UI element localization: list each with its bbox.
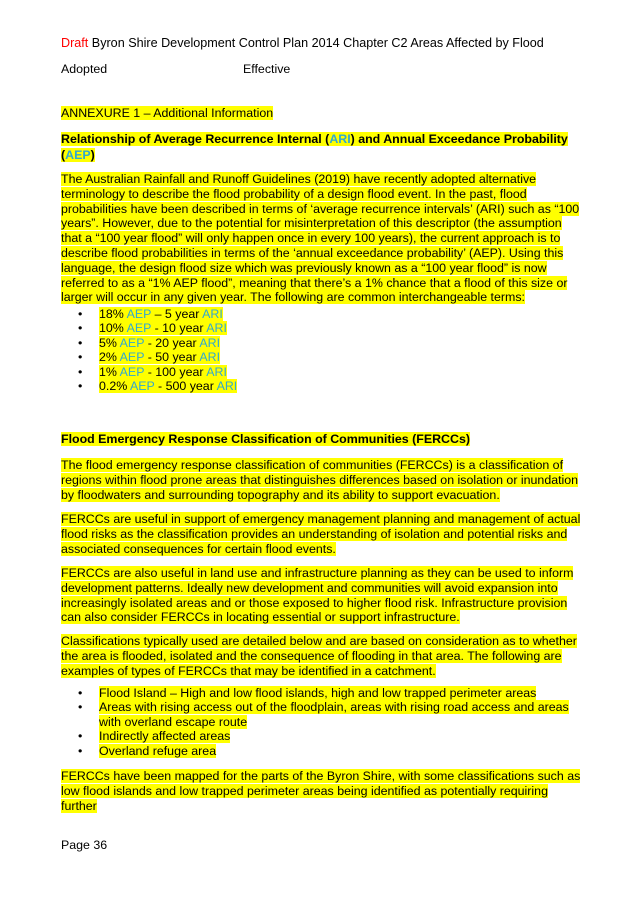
classifications-paragraph: Classifications typically used are detailed below and are based on consideration as to whether the area is flooded, isolated and the consequence of flooding in that area. The following are examples of types of FERCCs that may be identified in a catchment. <box>61 634 577 678</box>
annexure-heading: ANNEXURE 1 – Additional Information <box>61 106 274 120</box>
draft-label: Draft <box>61 36 89 50</box>
ferccs-heading: Flood Emergency Response Classification of Communities (FERCCs) <box>61 432 470 446</box>
list-item: • 1% AEP - 100 year ARI <box>61 365 237 379</box>
list-item: • 10% AEP - 10 year ARI <box>61 321 237 335</box>
effective-label: Effective <box>243 62 291 76</box>
list-item: • 2% AEP - 50 year ARI <box>61 350 237 364</box>
list-item: • Indirectly affected areas <box>61 729 581 743</box>
list-item: • Areas with rising access out of the floodplain, areas with rising road access and areas with overland escape route <box>61 700 581 729</box>
ari-aep-paragraph: The Australian Rainfall and Runoff Guidelines (2019) have recently adopted alternative terminology to describe the flood probability of a design flood event. In the past, flood probabilities have been described in terms of ‘average recurrence intervals’ (ARI) such as “100 years”. However, due to the potential for misinterpretation of this descriptor (the assumption that a “100 year flood” will only happen once in every 100 years), the current approach is to describe flood probabilities in terms of the ‘annual exceedance probability’ (AEP). Using this language, the design flood size which was previously known as a “100 year flood” is now referred to as a “1% AEP flood”, meaning that there’s a 1% chance that a flood of this size or larger will occur in any given year. The following are common interchangeable terms: <box>61 172 580 305</box>
ferccs-mapping-paragraph: FERCCs have been mapped for the parts of the Byron Shire, with some classifications such as low flood islands and low trapped perimeter areas being identified as potentially requiring further <box>61 769 581 813</box>
classifications-list <box>61 686 581 758</box>
list-item: • 5% AEP - 20 year ARI <box>61 336 237 350</box>
page-number: Page 36 <box>61 838 108 852</box>
list-item: • 18% AEP – 5 year ARI <box>61 307 237 321</box>
list-item: • Overland refuge area <box>61 744 581 758</box>
adopted-label: Adopted <box>61 62 108 76</box>
ferccs-planning-paragraph: FERCCs are also useful in land use and infrastructure planning as they can be used to inform development patterns. Ideally new development and communities will avoid expansion into increasingly isolated areas and or those exposed to higher flood risk. Infrastructure provision can also consider FERCCs in locating essential or support infrastructure. <box>61 566 574 625</box>
relationship-heading: Relationship of Average Recurrence Internal (ARI) and Annual Exceedance Probability (AEP) <box>61 132 568 162</box>
ferccs-definition-paragraph: The flood emergency response classification of communities (FERCCs) is a classification of regions within flood prone areas that distinguishes differences based on isolation or inundation by floodwaters and surrounding topography and its ability to support evacuation. <box>61 458 579 502</box>
interchangeable-terms-list <box>61 307 237 393</box>
page-header <box>61 36 544 50</box>
header-title: Byron Shire Development Control Plan 2014 Chapter C2 Areas Affected by Flood <box>88 36 544 50</box>
list-item: • 0.2% AEP - 500 year ARI <box>61 379 237 393</box>
ferccs-emergency-paragraph: FERCCs are useful in support of emergency management planning and management of actual flood risks as the classification provides an understanding of isolation and potential risks and associated consequences for certain flood events. <box>61 512 581 556</box>
list-item: • Flood Island – High and low flood islands, high and low trapped perimeter areas <box>61 686 581 700</box>
